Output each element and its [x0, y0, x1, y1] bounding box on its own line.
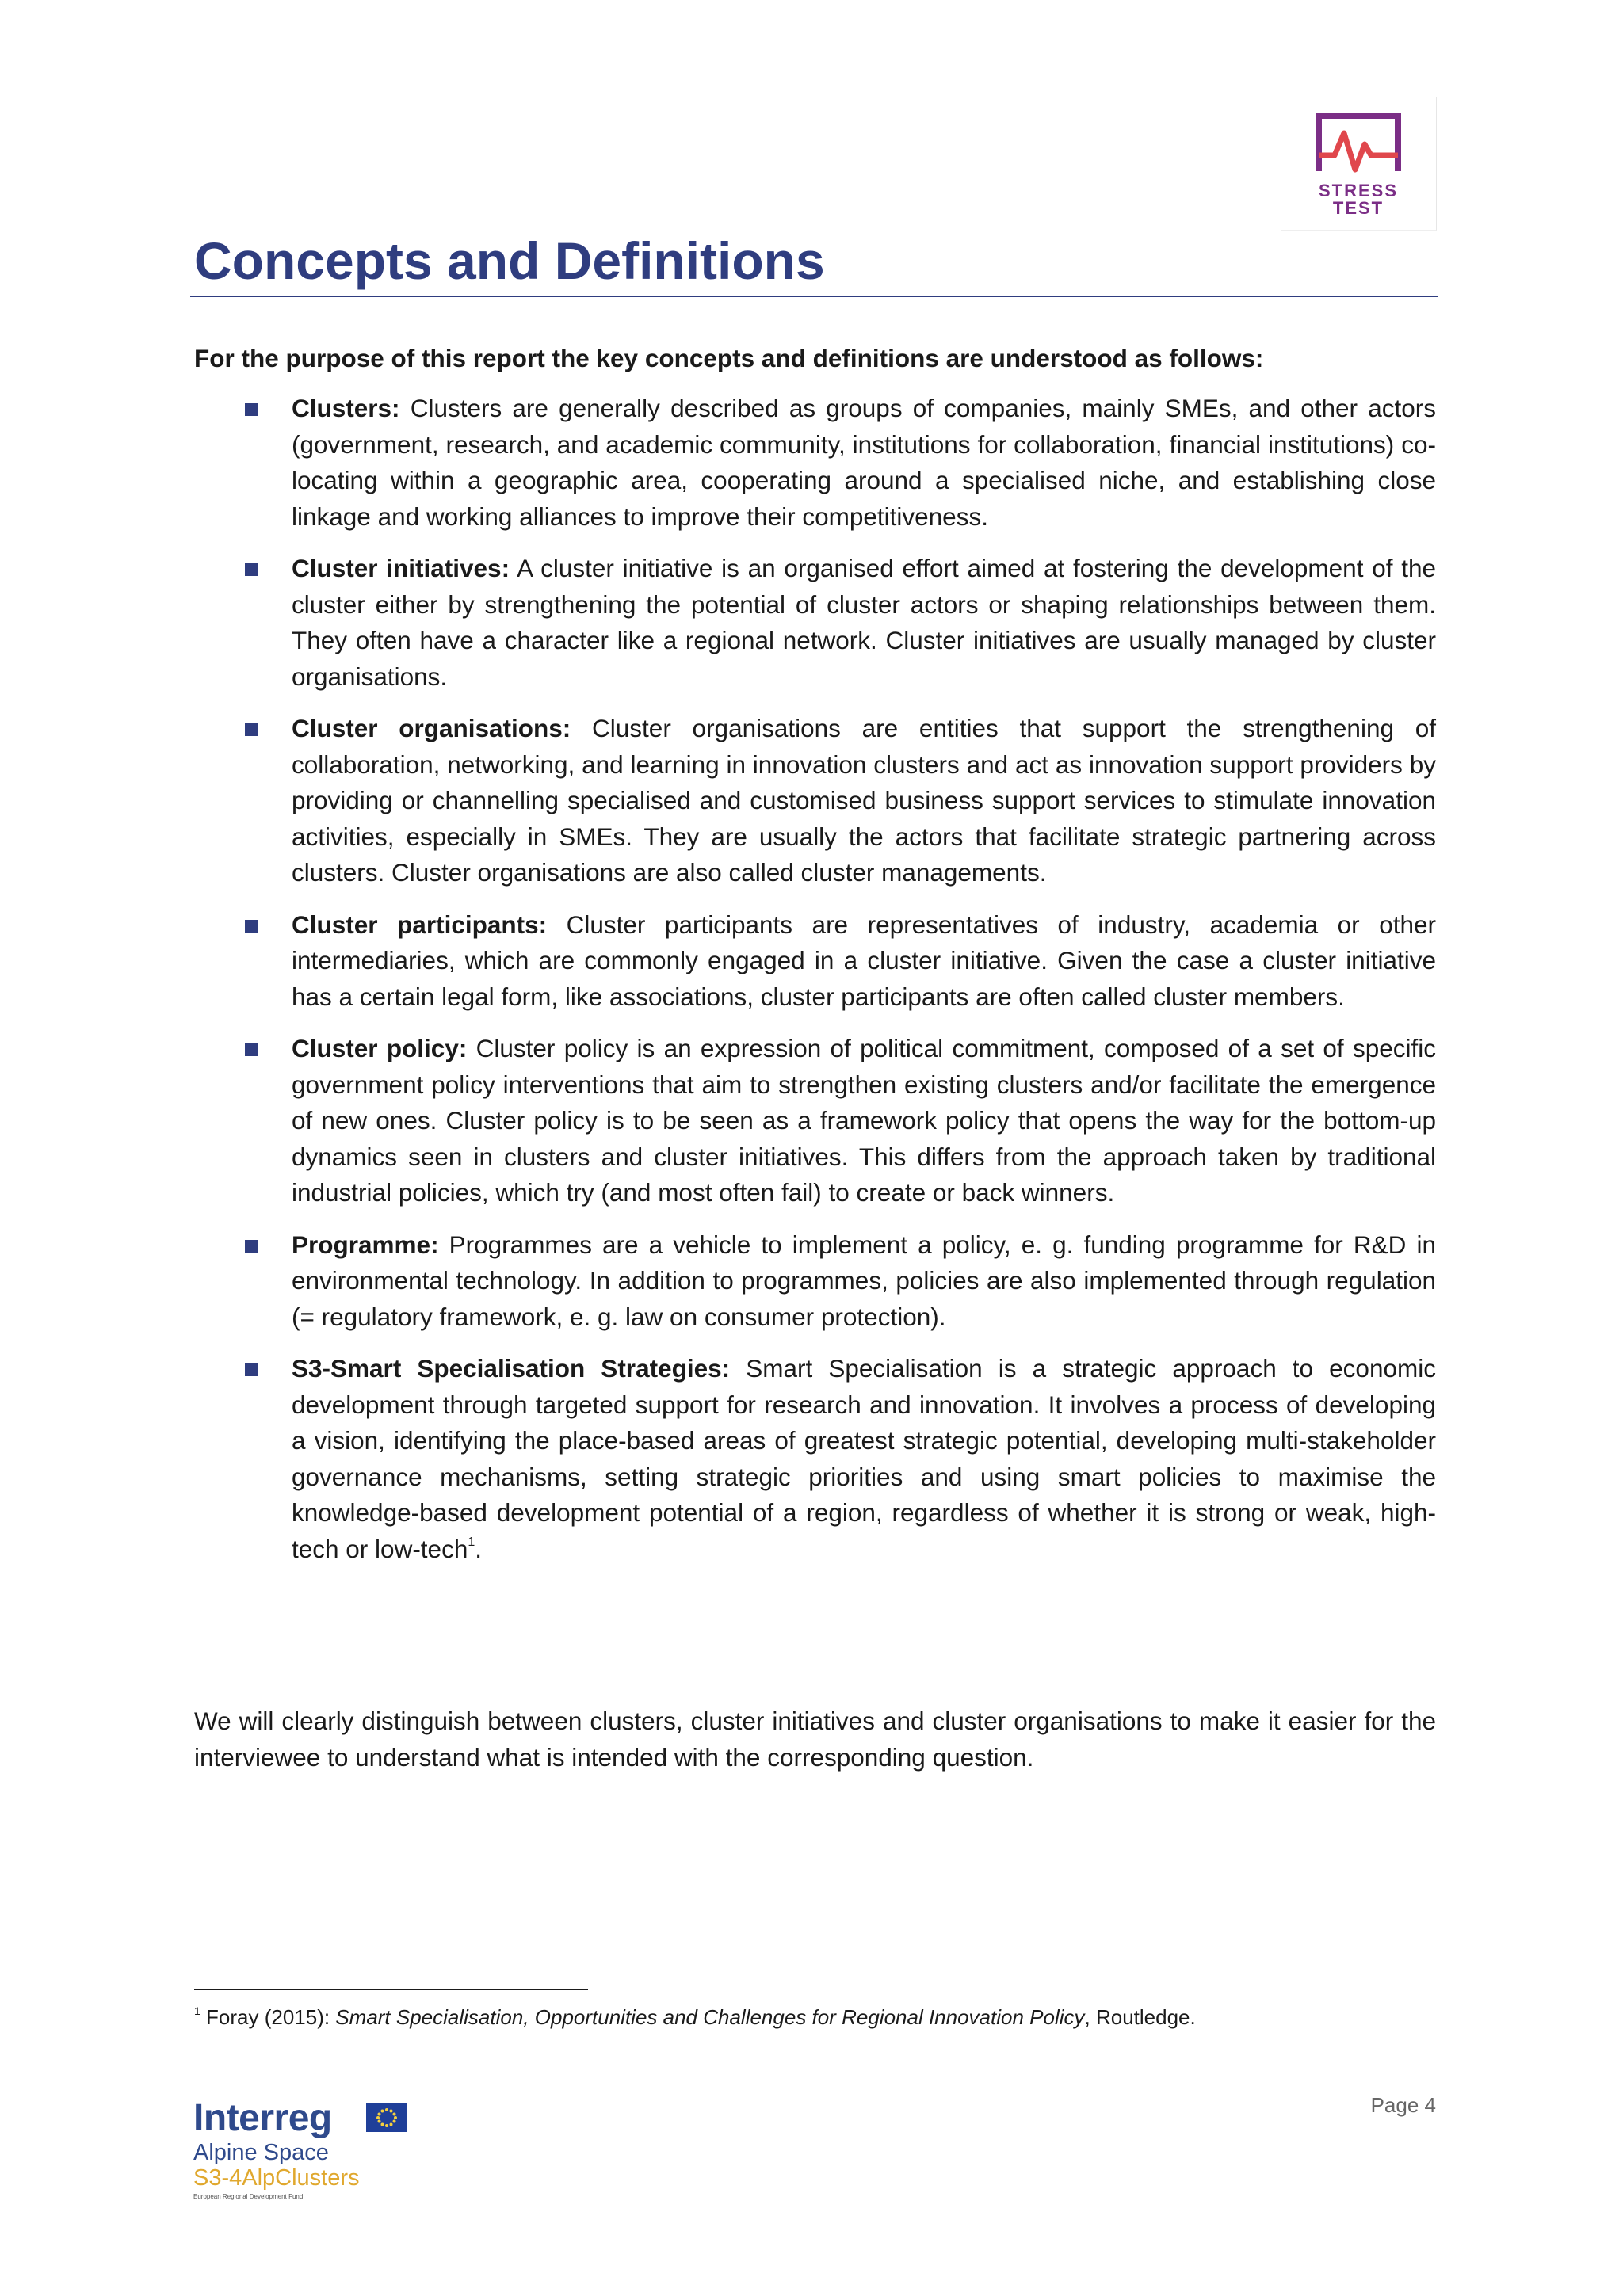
definition-item — [194, 1227, 1436, 1336]
definition-text: Cluster participants are representatives of industry, academia or other intermediaries, which are commonly engaged in a cluster initiative. Given the case a cluster initiative has a certain legal form, like associations, cluster participants are often called cluster members. — [292, 910, 1436, 1011]
definition-item — [194, 907, 1436, 1016]
footnote — [194, 2003, 1196, 2031]
interreg-logo — [193, 2098, 423, 2209]
definition-text: Smart Specialisation is a strategic approach to economic development through targeted support for research and innovation. It involves a process of developing a vision, identifying the place-based areas of greatest strategic potential, developing multi-stakeholder governance mechanisms, setting strategic priorities and using smart policies to maximise the knowledge-based development potential of a region, regardless of whether it is strong or weak, high-tech or low-tech — [292, 1354, 1436, 1563]
definition-item — [194, 1351, 1436, 1567]
page-number: Page 4 — [1370, 2093, 1436, 2117]
footnote-number: 1 — [194, 2004, 200, 2017]
title-divider — [190, 296, 1438, 297]
logo-line-2: TEST — [1332, 198, 1384, 218]
footnote-reference[interactable]: 1 — [468, 1535, 475, 1549]
closing-paragraph: We will clearly distinguish between clusters, cluster initiatives and cluster organisations to make it easier for the interviewee to understand what is intended with the corresponding question. — [194, 1707, 1436, 1772]
programme-name: Alpine Space — [193, 2140, 329, 2165]
definition-term: Cluster policy: — [292, 1034, 468, 1062]
definition-text: Cluster organisations are entities that support the strengthening of collaboration, networking, and learning in innovation clusters and act as innovation support providers by providing or channelling specialised and customised business support services to stimulate innovation activities, especially in SMEs. They are usually the actors that facilitate strategic partnering across clusters. Cluster organisations are also called cluster managements. — [292, 714, 1436, 887]
square-bullet-icon — [245, 723, 258, 736]
definition-end: . — [475, 1534, 483, 1563]
definition-term: Cluster initiatives: — [292, 554, 510, 582]
definition-term: Clusters: — [292, 394, 400, 422]
definition-item — [194, 391, 1436, 535]
square-bullet-icon — [245, 920, 258, 933]
footnote-suffix: , Routledge. — [1084, 2005, 1196, 2029]
heartbeat-pulse-icon — [1314, 111, 1403, 174]
project-name: S3-4AlpClusters — [193, 2165, 360, 2191]
definition-text: Clusters are generally described as groups of companies, mainly SMEs, and other actors (government, research, and academic community, institutions for collaboration, financial institutions) co-locating within a geographic area, cooperating around a specialised niche, and establishing close linkage and working alliances to improve their competitiveness. — [292, 394, 1436, 531]
definition-term: Cluster organisations: — [292, 714, 571, 742]
interreg-wordmark: Interreg — [193, 2097, 332, 2139]
square-bullet-icon — [245, 1240, 258, 1253]
footnote-title: Smart Specialisation, Opportunities and Challenges for Regional Innovation Policy — [335, 2005, 1085, 2029]
square-bullet-icon — [245, 1363, 258, 1376]
footnote-prefix: Foray (2015): — [200, 2005, 336, 2029]
fund-name: European Regional Development Fund — [193, 2193, 304, 2200]
definition-term: S3-Smart Specialisation Strategies: — [292, 1354, 731, 1383]
square-bullet-icon — [245, 403, 258, 416]
definition-item — [194, 711, 1436, 891]
definitions-list — [194, 391, 1436, 1583]
definition-item — [194, 551, 1436, 695]
definition-text: Cluster policy is an expression of political commitment, composed of a set of specific government policy interventions that aim to strengthen existing clusters and/or facilitate the emergence of new ones. Cluster policy is to be seen as a framework policy that opens the way for the bottom-up dynamics seen in clusters and cluster initiatives. This differs from the approach taken by traditional industrial policies, which try (and most often fail) to create or back winners. — [292, 1034, 1436, 1207]
square-bullet-icon — [245, 563, 258, 576]
square-bullet-icon — [245, 1043, 258, 1056]
footnote-divider — [194, 1989, 588, 1990]
stress-test-logo — [1281, 97, 1437, 231]
definition-term: Cluster participants: — [292, 910, 548, 939]
eu-flag-icon — [366, 2103, 407, 2132]
definition-text: A cluster initiative is an organised effort aimed at fostering the development of the cluster either by strengthening the potential of cluster actors or shaping relationships between them. They often have a character like a regional network. Cluster initiatives are usually managed by cluster organisations. — [292, 554, 1436, 691]
intro-text: For the purpose of this report the key concepts and definitions are understood as follows: — [194, 344, 1264, 372]
definition-text: Programmes are a vehicle to implement a policy, e. g. funding programme for R&D in environmental technology. In addition to programmes, policies are also implemented through regulation (= regulatory framework, e. g. law on consumer protection). — [292, 1230, 1436, 1331]
logo-line-1: STRESS — [1318, 181, 1399, 200]
definition-item — [194, 1031, 1436, 1211]
definition-term: Programme: — [292, 1230, 439, 1259]
page-title: Concepts and Definitions — [194, 231, 825, 290]
